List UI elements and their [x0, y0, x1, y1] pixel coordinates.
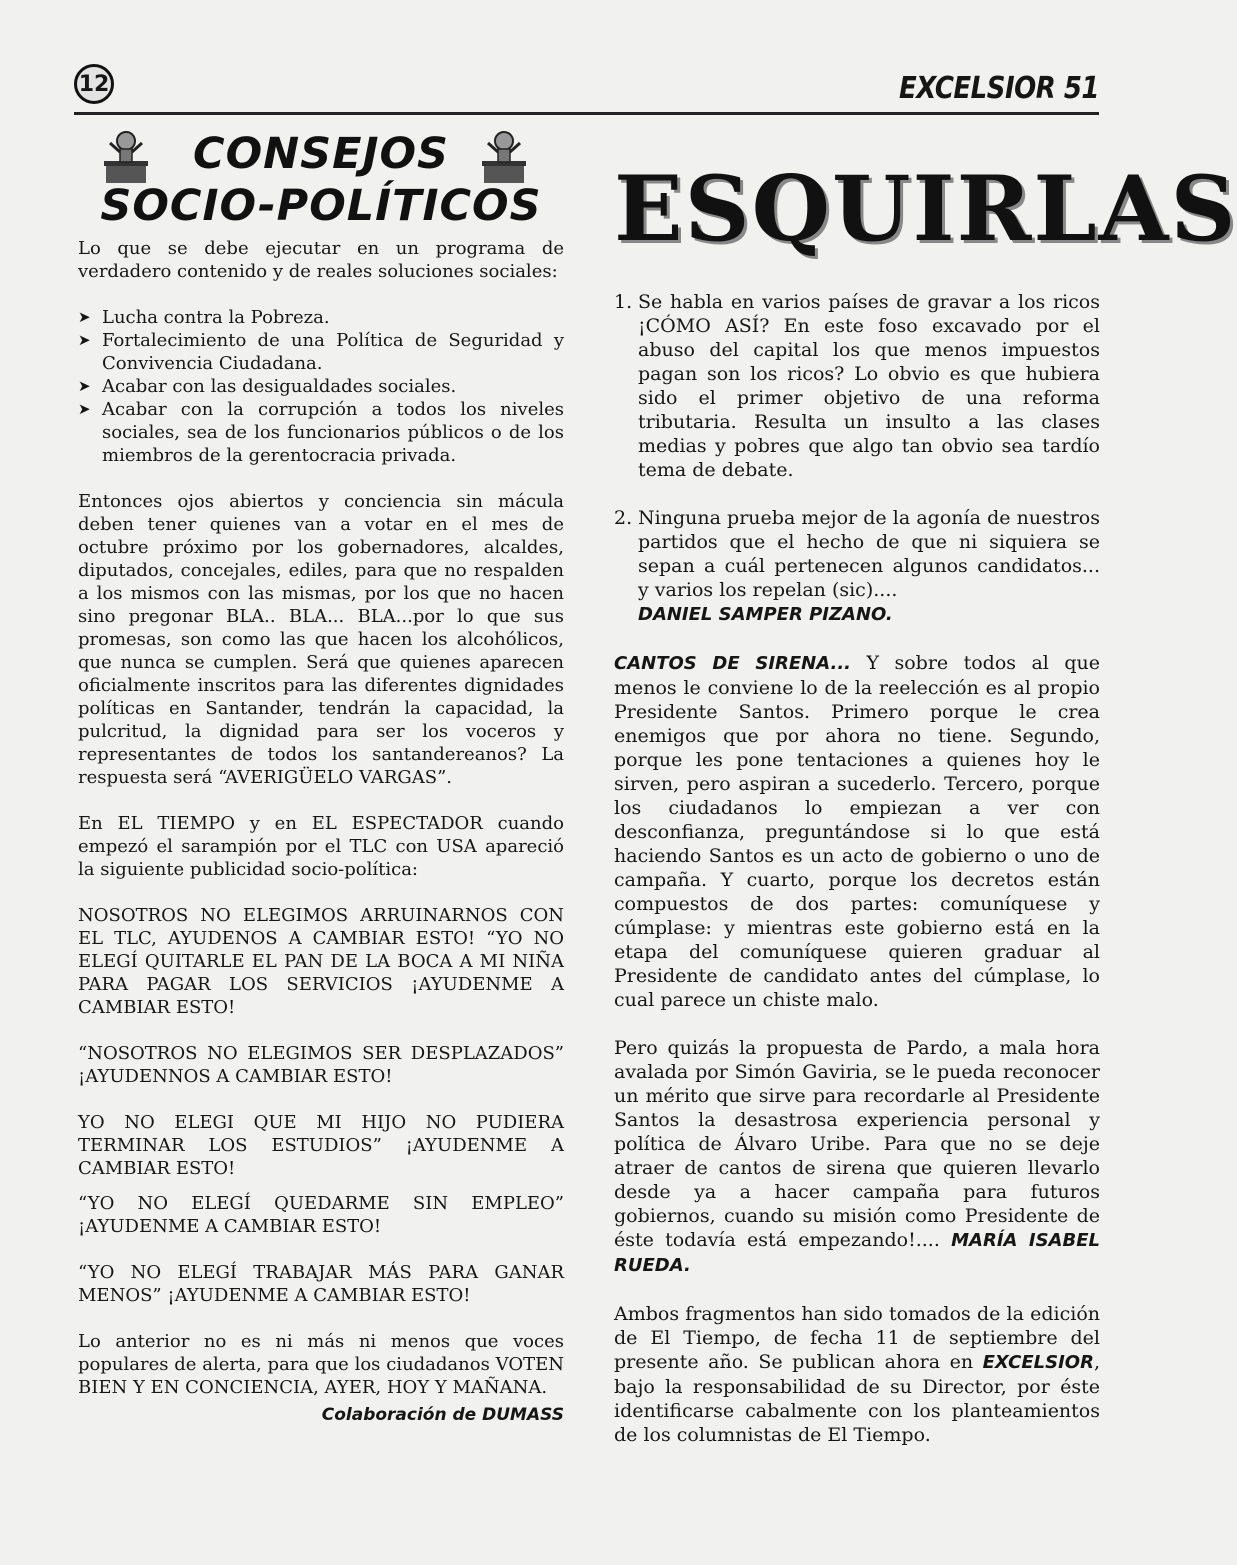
item-number: 1.	[614, 291, 633, 313]
paragraph-tlc: En EL TIEMPO y en EL ESPECTADOR cuando empezó el sarampión por el TLC con USA apareció la siguiente publicidad socio-política:	[78, 813, 564, 880]
arrow-bullet-icon: ➤	[78, 377, 91, 395]
arrow-bullet-icon: ➤	[78, 308, 91, 326]
headline-line-2: SOCIO-POLÍTICOS	[100, 181, 542, 231]
list-item: ➤ Acabar con la corrupción a todos los niveles sociales, sea de los funcionarios públicos o de los miembros de la gerentocracia privada.	[78, 399, 564, 466]
item-text: Se habla en varios países de gravar a los ricos ¡CÓMO ASÍ? En este foso excavado por el abuso del capital los que menos impuestos pagan son los ricos? Lo obvio es que hubiera sido el primer objetivo de una reforma tributaria. Resulta un insulto a las clases medias y pobres que algo tan obvio sea tardío tema de debate.	[638, 291, 1100, 481]
esquirlas-headline: ESQUIRLAS	[614, 156, 1237, 262]
consejos-headline	[78, 125, 564, 237]
quote-block: YO NO ELEGI QUE MI HIJO NO PUDIERA TERMINAR LOS ESTUDIOS” ¡AYUDENME A CAMBIAR ESTO!	[78, 1112, 564, 1179]
author-name: MARÍA ISABEL RUEDA.	[614, 1230, 1100, 1276]
advice-list	[78, 306, 564, 467]
signature: Colaboración de DUMASS	[321, 1405, 564, 1425]
right-column	[614, 150, 1237, 1447]
quote-block: NOSOTROS NO ELEGIMOS ARRUINARNOS CON EL TLC, AYUDENOS A CAMBIAR ESTO! “YO NO ELEGÍ QUITARLE EL PAN DE LA BOCA A MI NIÑA PARA PAGAR LOS SERVICIOS ¡AYUDENME A CAMBIAR ESTO!	[78, 905, 564, 1018]
numbered-item	[614, 290, 1100, 482]
quote-block: “YO NO ELEGÍ QUEDARME SIN EMPLEO” ¡AYUDENME A CAMBIAR ESTO!	[78, 1193, 564, 1237]
left-column	[78, 125, 564, 1425]
paragraph-votes: Entonces ojos abiertos y conciencia sin mácula deben tener quienes van a votar en el mes de octubre próximo por los gobernadores, alcaldes, diputados, concejales, ediles, para que no respalden a los mismos con las mismas, por los que no hacen sino pregonar BLA.. BLA... BLA...por lo que sus promesas, son como las que hacen los alcohólicos, que nunca se cumplen. Será que quienes aparecen oficialmente inscritos para las diferentes dignidades políticas en Santander, tendrán la capacidad, la pulcritud, la dignidad para ser los voceros y representantes de todos los santandereanos? La respuesta será “AVERIGÜELO VARGAS”.	[78, 491, 564, 788]
header-rule	[74, 112, 1099, 115]
quote-block: “NOSOTROS NO ELEGIMOS SER DESPLAZADOS” ¡AYUDENNOS A CAMBIAR ESTO!	[78, 1043, 564, 1087]
item-number: 2.	[614, 507, 633, 529]
quote-block: “YO NO ELEGÍ TRABAJAR MÁS PARA GANAR MENOS” ¡AYUDENME A CAMBIAR ESTO!	[78, 1262, 564, 1306]
headline-line-1: CONSEJOS	[193, 129, 449, 179]
list-item: ➤ Acabar con las desigualdades sociales.	[78, 376, 457, 397]
magazine-name: EXCELSIOR 51	[898, 71, 1099, 107]
numbered-item	[614, 506, 1100, 627]
source-paragraph: Ambos fragmentos han sido tomados de la edición de El Tiempo, de fecha 11 de septiembre del presente año. Se publican ahora en EXCELSIOR, bajo la responsabilidad de su Director, por éste identificarse cabalmente con los planteamientos de los columnistas de El Tiempo.	[614, 1303, 1100, 1446]
brand-name: EXCELSIOR	[982, 1352, 1094, 1373]
item-text: Ninguna prueba mejor de la agonía de nuestros partidos que el hecho de que ni siquiera se sepan a cuál pertenecen algunos candidatos... y varios los repelan (sic).... DANIEL SAMPER PIZANO.	[638, 507, 1100, 625]
author-name: DANIEL SAMPER PIZANO.	[638, 604, 893, 625]
arrow-bullet-icon: ➤	[78, 331, 91, 349]
list-item: ➤ Lucha contra la Pobreza.	[78, 307, 330, 328]
list-item: ➤ Fortalecimiento de una Política de Seguridad y Convivencia Ciudadana.	[78, 330, 564, 374]
section-title: CANTOS DE SIRENA...	[614, 653, 852, 674]
page-number: 12	[74, 64, 114, 104]
closing-paragraph: Lo anterior no es ni más ni menos que voces populares de alerta, para que los ciudadanos VOTEN BIEN Y EN CONCIENCIA, AYER, HOY Y MAÑANA.	[78, 1331, 564, 1398]
intro-paragraph: Lo que se debe ejecutar en un programa de verdadero contenido y de reales soluciones sociales:	[78, 238, 564, 282]
pardo-paragraph: Pero quizás la propuesta de Pardo, a mala hora avalada por Simón Gaviria, se le pueda reconocer un mérito que sirve para recordarle al Presidente Santos la desastrosa experiencia personal y política de Álvaro Uribe. Para que no se deje atraer de cantos de sirena que quieren llevarlo desde ya a hacer campaña para futuros gobiernos, cuando su misión como Presidente de éste todavía está empezando!.... MARÍA ISABEL RUEDA.	[614, 1037, 1100, 1276]
arrow-bullet-icon: ➤	[78, 400, 91, 418]
cantos-paragraph: CANTOS DE SIRENA... Y sobre todos al que menos le conviene lo de la reelección es al propio Presidente Santos. Primero porque le crea enemigos que por ahora no tiene. Segundo, porque les pone tentaciones a quienes hoy le sirven, pero aspiran a sucederlo. Tercero, porque los ciudadanos lo empiezan a ver con desconfianza, preguntándose si lo que está haciendo Santos es un acto de gobierno o uno de campaña. Y cuarto, porque los decretos están compuestos de dos partes: comuníquese y cúmplase: y mientras este gobierno está en la etapa del comuníquese quieren graduar al Presidente de candidato antes del cúmplase, lo cual parece un chiste malo.	[614, 652, 1100, 1011]
